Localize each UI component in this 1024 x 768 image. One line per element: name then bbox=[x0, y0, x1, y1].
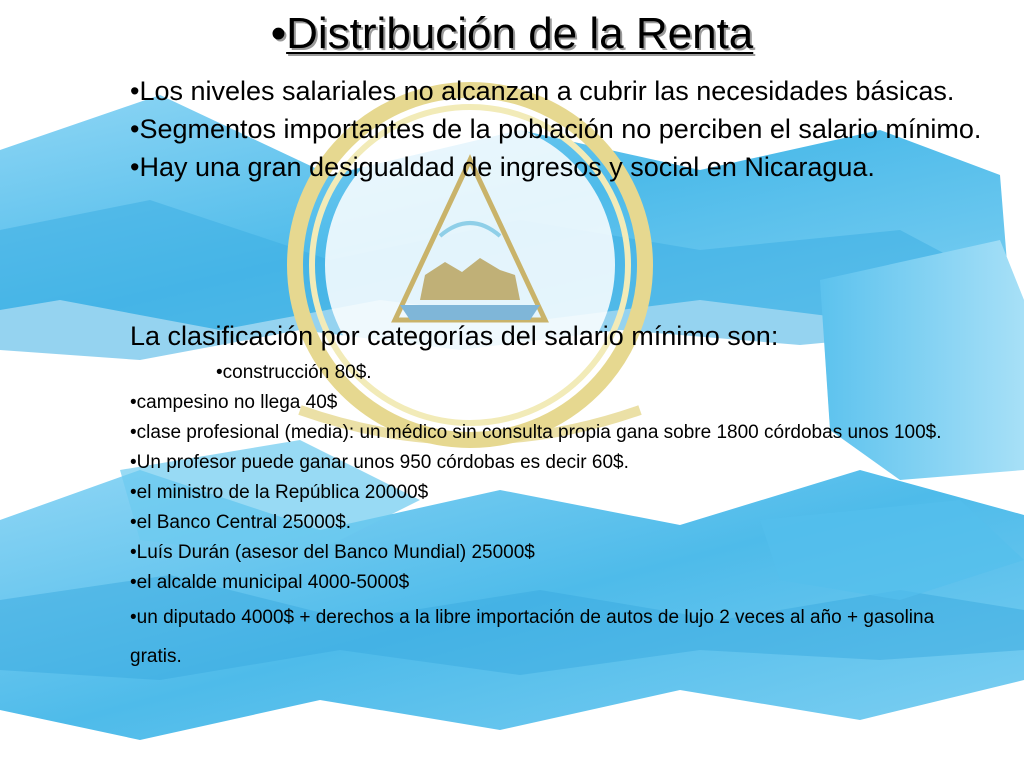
category-item: •un diputado 4000$ + derechos a la libre importación de autos de lujo 2 veces al año + gasolina gratis. bbox=[130, 607, 935, 667]
category-item: •construcción 80$. bbox=[216, 362, 372, 383]
category-item: •Luís Durán (asesor del Banco Mundial) 25000$ bbox=[130, 542, 535, 563]
category-item: •el Banco Central 25000$. bbox=[130, 512, 352, 533]
main-points-list bbox=[130, 72, 992, 186]
main-point: •Los niveles salariales no alcanzan a cubrir las necesidades básicas. bbox=[130, 76, 955, 106]
category-item: •el ministro de la República 20000$ bbox=[130, 482, 429, 503]
main-point: •Segmentos importantes de la población no perciben el salario mínimo. bbox=[130, 114, 982, 144]
category-item: •el alcalde municipal 4000-5000$ bbox=[130, 572, 410, 593]
title-text: Distribución de la Renta bbox=[286, 9, 754, 58]
category-item: •clase profesional (media): un médico sin consulta propia gana sobre 1800 córdobas unos 100$. bbox=[130, 422, 942, 443]
category-intro: La clasificación por categorías del salario mínimo son: bbox=[130, 321, 779, 351]
slide-title bbox=[0, 8, 1024, 60]
title-bullet: • bbox=[270, 9, 287, 58]
salary-categories-list bbox=[130, 358, 982, 676]
category-item: •campesino no llega 40$ bbox=[130, 392, 338, 413]
main-point: •Hay una gran desigualdad de ingresos y social en Nicaragua. bbox=[130, 152, 875, 182]
category-item: •Un profesor puede ganar unos 950 córdobas es decir 60$. bbox=[130, 452, 629, 473]
